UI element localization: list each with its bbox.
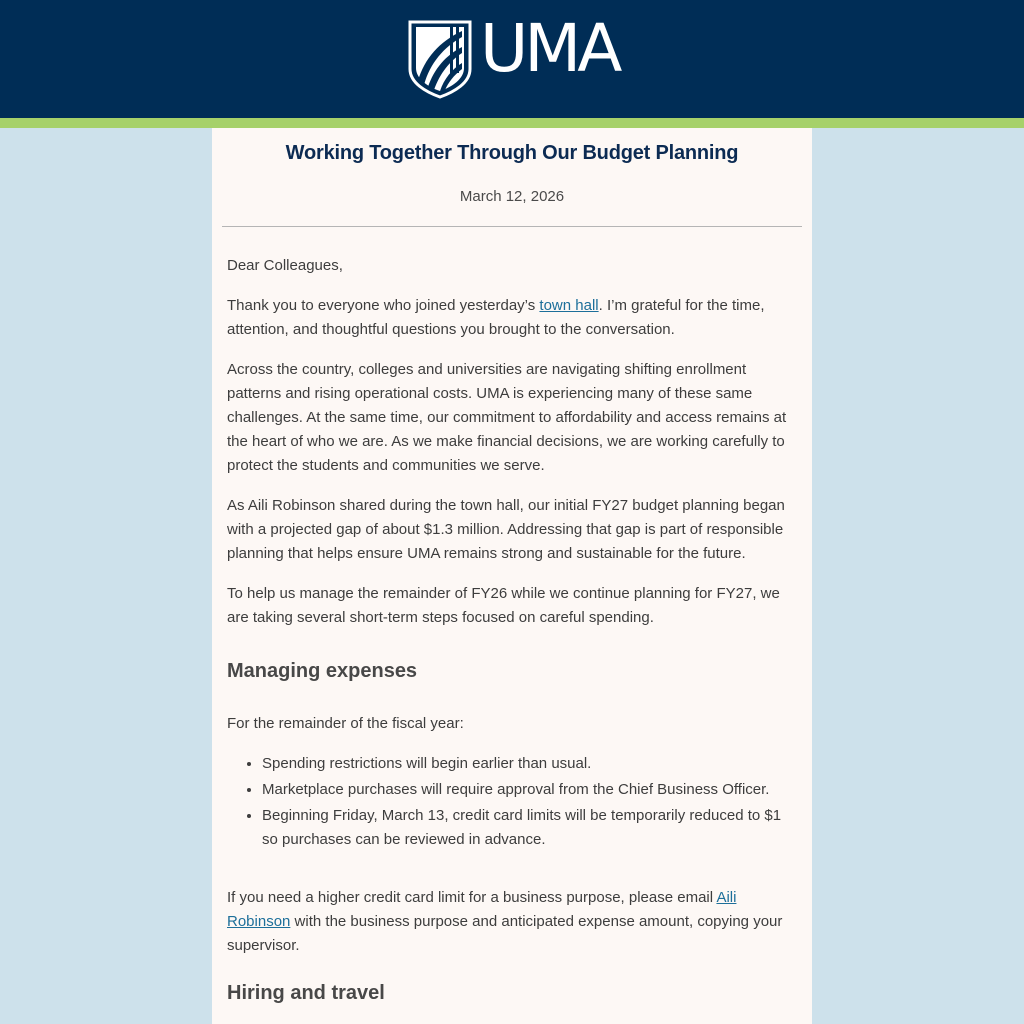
paragraph-budget-gap: As Aili Robinson shared during the town hall, our initial FY27 budget planning began with a projected gap of about $1.3 million. Addressing that gap is part of responsible planning that helps ensure UMA remains strong and sustainable for the future. (227, 497, 785, 562)
shield-logo-icon (406, 19, 474, 99)
list-item: • Spending restrictions will begin earlier than usual. (262, 752, 795, 776)
greeting: Dear Colleagues, (227, 257, 343, 274)
title-divider (222, 226, 802, 227)
paragraph-thanks-start: Thank you to everyone who joined yesterday’s (227, 297, 540, 314)
expense-list (227, 752, 795, 852)
paragraph-credit-limit-start: If you need a higher credit card limit for a business purpose, please email (227, 889, 717, 906)
header-accent-stripe (0, 118, 1024, 128)
paragraph-short-term-steps: To help us manage the remainder of FY26 while we continue planning for FY27, we are taking several short-term steps focused on careful spending. (227, 585, 780, 626)
heading-hiring-travel: Hiring and travel (227, 982, 385, 1004)
town-hall-link[interactable]: town hall (539, 297, 599, 314)
list-item: • Marketplace purchases will require approval from the Chief Business Officer. (262, 778, 795, 802)
logo-wordmark: UMA (480, 10, 619, 87)
paragraph-thanks (227, 294, 795, 342)
paragraph-credit-limit (227, 886, 795, 958)
paragraph-credit-limit-end: with the business purpose and anticipated expense amount, copying your supervisor. (227, 913, 783, 954)
paragraph-context: Across the country, colleges and universities are navigating shifting enrollment patterns and rising operational costs. UMA is experiencing many of these same challenges. At the same time, our commitment to affordability and access remains at the heart of who we are. As we make financial decisions, we are working carefully to protect the students and communities we serve. (227, 361, 787, 474)
aili-robinson-email-link[interactable]: Aili Robinson (227, 889, 737, 930)
heading-managing-expenses: Managing expenses (227, 660, 418, 682)
email-date: March 12, 2026 (459, 188, 565, 205)
list-intro: For the remainder of the fiscal year: (227, 715, 464, 732)
uma-logo (406, 10, 626, 99)
email-header (0, 0, 1024, 118)
email-body (227, 254, 795, 1024)
list-item: • Beginning Friday, March 13, credit card limits will be temporarily reduced to $1 so purchases can be reviewed in advance. (262, 804, 795, 852)
paragraph-thanks-end: . I’m grateful for the time, attention, and thoughtful questions you brought to the conversation. (227, 297, 765, 338)
email-content-card (212, 128, 812, 1024)
email-title: Working Together Through Our Budget Planning (285, 142, 739, 164)
